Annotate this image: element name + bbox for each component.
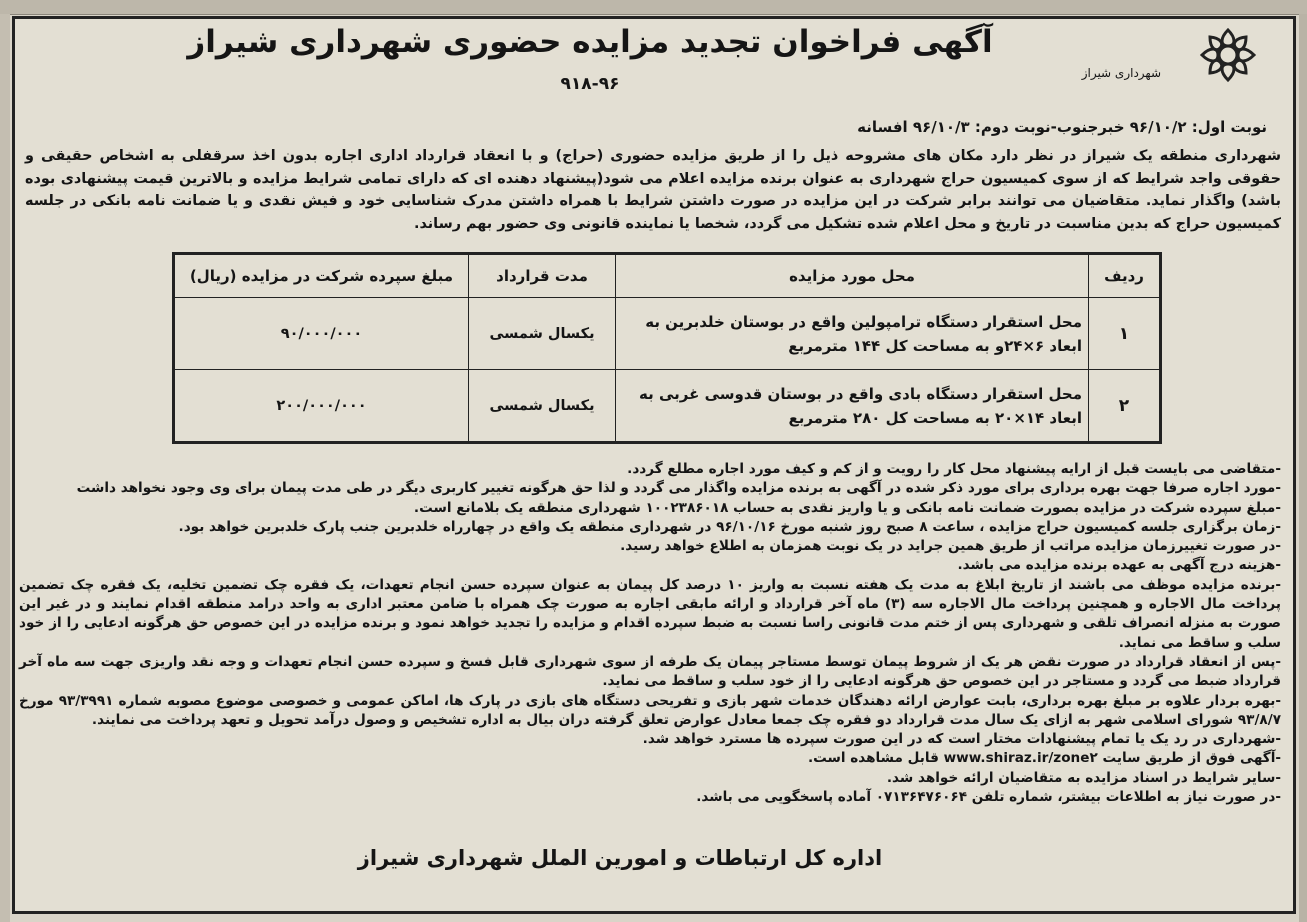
- condition-item: -در صورت نیاز به اطلاعات بیشتر، شماره تلفن ۰۷۱۳۶۴۷۶۰۶۴ آماده پاسخگویی می باشد.: [696, 789, 1281, 806]
- condition-item: -متقاضی می بایست قبل از ارایه پیشنهاد محل کار را رویت و از کم و کیف مورد اجاره مطلع گردد.: [627, 461, 1281, 477]
- page-title: آگهی فراخوان تجدید مزایده حضوری شهرداری شیراز: [187, 24, 993, 60]
- condition-item: -بهره بردار علاوه بر مبلغ بهره برداری، بابت عوارض ارائه دهندگان خدمات شهر بازی و تفریحی دستگاه های بازی در پارک ها، اماکن عمومی و خصوصی موضوع مصوبه شماره ۹۳/۳۹۹۱ مورخ ۹۳/۸/۷ شورای اسلامی شهر به ازای یک سال مدت قرارداد دو فقره چک جمعا معادل عوارض تعلق گرفته دران بیال به اداره تشخیص و وصول درآمد تحویل و تعهد پرداخت می نمایند.: [19, 692, 1281, 728]
- adjacent-page-strip-left: [0, 14, 10, 922]
- condition-item: -هزینه درج آگهی به عهده برنده مزایده می باشد.: [957, 557, 1281, 574]
- table-row: [175, 370, 1160, 442]
- logo-label: شهرداری شیراز: [1081, 66, 1161, 80]
- table-header-row: [175, 255, 1160, 298]
- condition-item: -برنده مزایده موظف می باشند از تاریخ ابلاغ به مدت یک هفته نسبت به واریز ۱۰ درصد کل پیمان به عنوان سپرده حسن انجام تعهدات، یک فقره چک تضمین تخلیه، یک فقره چک تضمین پرداخت مال الاجاره و همچنین پرداخت مال الاجاره سه (۳) ماه آخر قرارداد و ارائه مابقی اجاره به صورت چک همراه با ضامن معتبر اداری به واحد درامد منطقه اقدام نمایند و در غیر این صورت به منزله انصراف تلقی و شهرداری پس از ختم مدت قانونی راسا نسبت به ضبط سپرده اقدام و مزایده را تجدید خواهد نمود و برنده مزایده در این خصوص حق هرگونه ادعایی را از خود سلب و ساقط می نماید.: [19, 576, 1281, 651]
- shiraz-municipality-logo-icon: [1176, 24, 1281, 86]
- condition-item: -پس از انعقاد قرارداد در صورت نقض هر یک از شروط پیمان توسط مستاجر پیمان یک طرفه از سوی شهرداری قابل فسخ و سپرده حسن انجام تعهدات و وجه نقد واریزی جهت سه ماه آخر قرارداد ضبط می گردد و مستاجر در این خصوص حق هرگونه ادعایی را از خود سلب و ساقط می نماید.: [19, 653, 1281, 690]
- adjacent-page-strip-right: [1299, 14, 1307, 922]
- header-deposit: مبلغ سپرده شرکت در مزایده (ریال): [175, 255, 469, 298]
- row-number: ۱: [1089, 298, 1160, 370]
- footer-title: اداره کل ارتباطات و امورین الملل شهرداری شیراز: [357, 846, 883, 870]
- row-number: ۲: [1089, 370, 1160, 442]
- header-row-number: ردیف: [1089, 255, 1160, 298]
- intro-paragraph: شهرداری منطقه یک شیراز در نظر دارد مکان های مشروحه ذیل را از طریق مزایده حضوری (حراج) و با انعقاد قرارداد اداری اجاره بدون اخذ سرقفلی به اشخاص حقیقی و حقوقی واجد شرایط که از سوی کمیسیون حراج شهرداری به عنوان برنده مزایده اعلام می شود(پیشنهاد دهنده ای که دارای تمامی شرایط مزایده و بالاترین قیمت پیشنهادی بوده باشد) واگذار نماید. متقاضیان می توانند برابر شرکت در این مزایده در صورت داشتن شرایط با همراه داشتن مدرک شناسایی خود و فیش نقدی و یا ضمانت نامه بانکی در جلسه کمیسیون حراج که بدین مناسبت در تاریخ و محل اعلام شده تشکیل می گردد، شخصا یا نماینده قانونی وی حضور بهم رساند.: [25, 148, 1281, 232]
- condition-item: -مبلغ سپرده شرکت در مزایده بصورت ضمانت نامه بانکی و یا واریز نقدی به حساب ۱۰۰۲۳۸۶۰۱۸ شهرداری منطقه یک بلامانع است.: [413, 499, 1281, 516]
- auction-items-table: [174, 254, 1160, 442]
- row-deposit: ۹۰/۰۰۰/۰۰۰: [175, 298, 469, 370]
- condition-item: -آگهی فوق از طریق سایت www.shiraz.ir/zone۲ قابل مشاهده است.: [807, 750, 1281, 767]
- conditions-list: [19, 460, 1281, 807]
- table-row: [175, 298, 1160, 370]
- condition-item: -سایر شرایط در اسناد مزایده به متقاضیان ارائه خواهد شد.: [886, 769, 1281, 786]
- header-duration: مدت قرارداد: [469, 255, 616, 298]
- row-location: محل استقرار دستگاه بادی واقع در بوستان قدوسی غربی به ابعاد ۱۴×۲۰ به مساحت کل ۲۸۰ مترمربع: [616, 370, 1089, 442]
- condition-item: -در صورت تغییرزمان مزایده مراتب از طریق همین جراید در یک نوبت همزمان به اطلاع خواهد رسید.: [620, 538, 1281, 555]
- auction-table: [172, 252, 1162, 444]
- row-deposit: ۲۰۰/۰۰۰/۰۰۰: [175, 370, 469, 442]
- paper-edge-top: [0, 0, 1307, 15]
- condition-item: -مورد اجاره صرفا جهت بهره برداری برای مورد ذکر شده در آگهی به برنده مزایده واگذار می گردد و لذا حق هرگونه تغییر کاربری دیگر در طی مدت پیمان برای وی وجود نخواهد داشت: [76, 480, 1281, 497]
- condition-item: -زمان برگزاری جلسه کمیسیون حراج مزایده ، ساعت ۸ صبح روز شنبه مورخ ۹۶/۱۰/۱۶ در شهرداری منطقه یک واقع در چهارراه خلدبرین جنب پارک خلدبرین خواهد بود.: [178, 518, 1281, 535]
- header-location: محل مورد مزایده: [616, 255, 1089, 298]
- row-duration: یکسال شمسی: [469, 298, 616, 370]
- row-duration: یکسال شمسی: [469, 370, 616, 442]
- condition-item: -شهرداری در رد یک یا تمام پیشنهادات مختار است که در این صورت سپرده ها مسترد خواهد شد.: [642, 731, 1281, 748]
- publication-schedule: نوبت اول: ۹۶/۱۰/۲ خبرجنوب-نوبت دوم: ۹۶/۱۰/۳ افسانه: [857, 118, 1267, 136]
- reference-number: ۹۱۸-۹۶: [560, 74, 620, 94]
- row-location: محل استقرار دستگاه ترامپولین واقع در بوستان خلدبرین به ابعاد ۶×۲۴و به مساحت کل ۱۴۴ مترمربع: [616, 298, 1089, 370]
